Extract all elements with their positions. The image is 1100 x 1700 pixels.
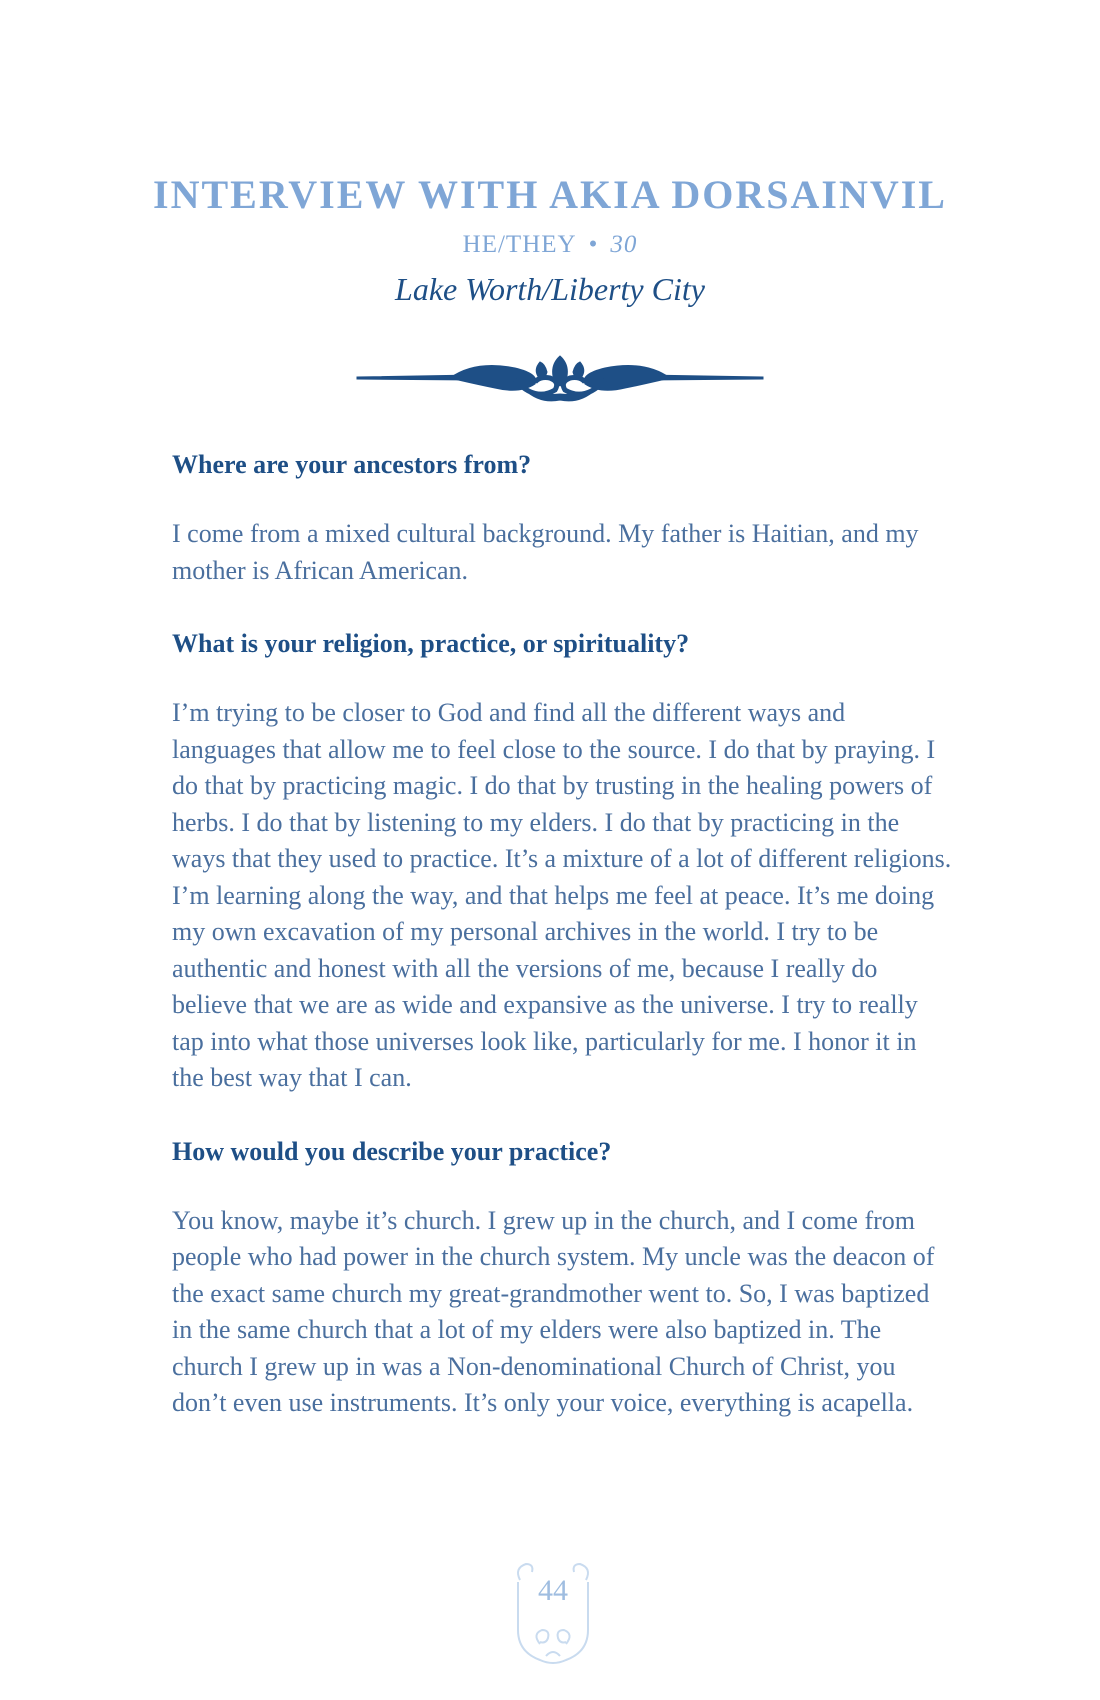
subtitle-line — [0, 230, 1100, 260]
question-heading: What is your religion, practice, or spirituality? — [172, 629, 690, 658]
pronouns-label: HE/THEY — [462, 231, 577, 258]
page-number-badge — [510, 1560, 596, 1670]
page-number: 44 — [538, 1574, 568, 1607]
location-label: Lake Worth/Liberty City — [395, 271, 705, 307]
qa-block — [172, 627, 952, 1097]
page-title: INTERVIEW WITH AKIA DORSAINVIL — [153, 172, 947, 217]
interview-header — [0, 172, 1100, 308]
question-heading: Where are your ancestors from? — [172, 450, 532, 479]
age-label: 30 — [610, 231, 638, 258]
question-heading: How would you describe your practice? — [172, 1136, 612, 1166]
qa-block — [172, 1135, 952, 1422]
qa-block — [172, 448, 952, 589]
answer-paragraph: I come from a mixed cultural background. My father is Haitian, and my mother is African American. — [172, 519, 919, 585]
answer-paragraph: You know, maybe it’s church. I grew up in the church, and I come from people who had power in the church system. My uncle was the deacon of the exact same church my great-grandmother went to. So, I was baptized in the same church that a lot of my elders were also baptized in. The church I grew up in was a Non-denominational Church of Christ, you don’t even use instruments. It’s only your voice, everything is acapella. — [172, 1205, 935, 1417]
interview-body — [172, 448, 952, 1460]
separator-dot: • — [588, 231, 599, 258]
scroll-ornament-icon — [355, 350, 765, 406]
answer-paragraph: I’m trying to be closer to God and find all the different ways and languages that allow me to feel close to the source. I do that by praying. I do that by practicing magic. I do that by trusting in the healing powers of herbs. I do that by listening to my elders. I do that by practicing in the ways that they used to practice. It’s a mixture of a lot of different religions. I’m learning along the way, and that helps me feel at peace. It’s me doing my own excavation of my personal archives in the world. I try to be authentic and honest with all the versions of me, because I really do believe that we are as wide and expansive as the universe. I try to really tap into what those universes look like, particularly for me. I honor it in the best way that I can. — [172, 698, 952, 1092]
